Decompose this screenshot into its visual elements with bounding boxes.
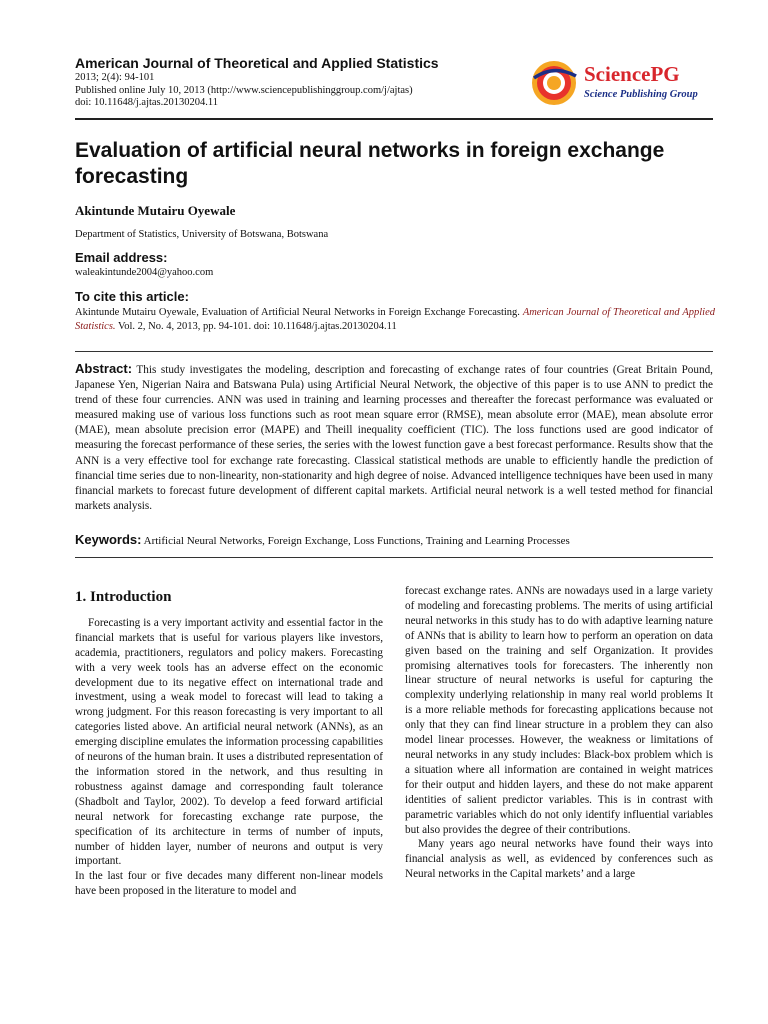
citation-journal: American Journal of Theoretical and Applied Statistics.	[75, 307, 716, 332]
section-heading: 1. Introduction	[75, 589, 172, 605]
paragraph: Many years ago neural networks have found their ways into financial analysis as well, as evidenced by conferences such as Neural networks in the Capital markets’ and a large	[405, 838, 713, 881]
affiliation: Department of Statistics, University of Botswana, Botswana	[75, 229, 329, 240]
sciencepg-logo-icon	[530, 58, 580, 108]
left-column	[75, 584, 383, 899]
keywords-text: Artificial Neural Networks, Foreign Exchange, Loss Functions, Training and Learning Processes	[143, 535, 570, 547]
author-name: Akintunde Mutairu Oyewale	[75, 203, 236, 218]
article-title: Evaluation of artificial neural networks in foreign exchange forecasting	[75, 139, 665, 188]
doi-line: doi: 10.11648/j.ajtas.20130204.11	[75, 97, 219, 108]
abstract-label: Abstract:	[75, 361, 133, 376]
email-heading: Email address:	[75, 250, 168, 265]
cite-heading: To cite this article:	[75, 289, 189, 304]
abstract	[75, 361, 713, 514]
abstract-divider-top	[75, 351, 713, 352]
email-address: waleakintunde2004@yahoo.com	[75, 267, 214, 278]
paragraph: forecast exchange rates. ANNs are nowadays used in a large variety of modeling and forecasting problems. The merits of using artificial neural networks in this study has to do with adaptive learning nature of ANNs that is ability to learn how to perform an operation on data given based on the training and self Organization. It provides promising alternatives tools for forecasters. The inherently non linear structure of neural networks is useful for capturing the complexity underlying relationship in many real world problems It is a more reliable methods for forecasting applications because not only that they can find linear structure in a problem they can also model linear processes. However, the weakness or limitations of neural networks in any study includes: Black-box problem which is a situation where all information are contained in weight matrices for their output and hidden layers, and these do not make apparent identities of salient predictor variables. This is in contrast with parametric variables which do not only identify influential variables but also provides the degree of their contributions.	[405, 585, 713, 836]
logo-subtitle: Science Publishing Group	[584, 89, 698, 100]
logo-name: SciencePG	[584, 62, 680, 86]
header-divider	[75, 118, 713, 120]
publisher-logo	[530, 58, 715, 108]
citation-text: Akintunde Mutairu Oyewale, Evaluation of Artificial Neural Networks in Foreign Exchange Forecasting.	[75, 307, 520, 318]
abstract-text: This study investigates the modeling, description and forecasting of exchange rates of four countries (Great Britain Pound, Japanese Yen, Nigerian Naira and Batswana Pula) using Artificial Neural Network, the objective of this paper is to use ANN to predict the trend of these four currencies. ANN was used in training and learning processes and thereafter the forecast performance was evaluated or measured making use of various loss functions such as root mean square error (RMSE), mean absolute error (MAE), mean absolute error (MAE), mean absolute precision error (MAPE) and Theill inequality coefficient (TIC). The loss functions used are good indicator of measuring the forecast performance of these series, the series with the lowest function gave a best forecast performance. Results show that the ANN is a very effective tool for exchange rate forecasting. Classical statistical methods are unable to efficiently handle the prediction of financial time series due to non-linearity, non-stationarity and high degree of noise. Advanced intelligence techniques have been used in many financial markets to forecast future development of different capital markets. Artificial neural network is a well tested method for financial markets analysis.	[75, 364, 713, 512]
published-line: Published online July 10, 2013 (http://www.sciencepublishinggroup.com/j/ajtas)	[75, 84, 413, 96]
citation-rest: Vol. 2, No. 4, 2013, pp. 94-101. doi: 10.11648/j.ajtas.20130204.11	[117, 321, 397, 332]
journal-name: American Journal of Theoretical and Applied Statistics	[75, 55, 439, 71]
keywords	[75, 532, 713, 547]
paragraph: In the last four or five decades many different non-linear models have been proposed in the literature to model and	[75, 870, 383, 898]
paragraph: Forecasting is a very important activity and essential factor in the financial markets that is useful for various players like investors, academia, practitioners, regulators and policy makers. Forecasting with a very week tools has an adverse effect on the economic development due to its negative effect on international trade and investment, using a weak model to forecast will lead to taking a wrong judgment. For this reason forecasting is very important to all categories listed above. An artificial neural network (ANNs), as an emerging discipline emulates the information processing capabilities of neurons of the human brain. It uses a distributed representation of the information stored in the network, and thus resulting in robustness against damage and corresponding fault tolerance (Shadbolt and Taylor, 2002). To develop a feed forward artificial neural network for forecasting exchange rate purpose, the specification of its architecture in terms of number of inputs, number of hidden layer, number of neurons and output is very important.	[75, 616, 383, 868]
publication-meta	[75, 72, 413, 110]
right-column	[405, 584, 713, 882]
abstract-divider-bottom	[75, 557, 713, 558]
volume-line: 2013; 2(4): 94-101	[75, 72, 155, 83]
citation	[75, 306, 715, 334]
keywords-label: Keywords:	[75, 532, 142, 547]
